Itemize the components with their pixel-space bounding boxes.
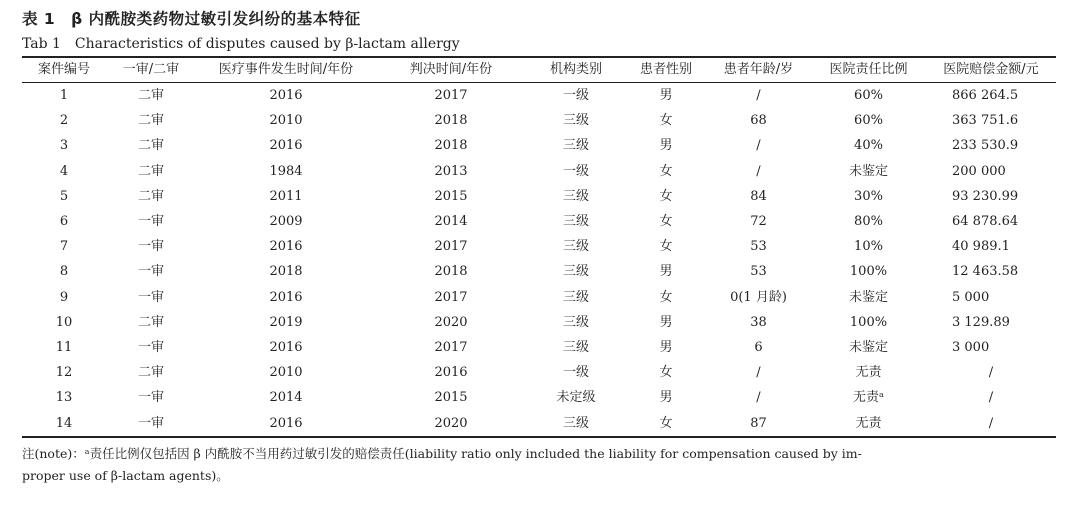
cell-judgment-year: 2014 (434, 214, 468, 230)
table-row (22, 259, 1056, 284)
header-trial-level: 一审/二审 (122, 62, 180, 77)
cell-event-year: 2014 (269, 390, 303, 406)
cell-trial-level: 二审 (137, 163, 164, 179)
cell-trial-level: 二审 (137, 314, 164, 330)
cell-patient-age: 6 (754, 340, 763, 356)
cell-patient-sex: 男 (659, 138, 673, 154)
cell-compensation: / (988, 415, 994, 431)
cell-judgment-year: 2017 (434, 239, 468, 255)
cell-patient-sex: 女 (659, 239, 673, 255)
header-event-year: 医疗事件发生时间/年份 (218, 62, 354, 77)
cell-judgment-year: 2013 (434, 163, 468, 179)
cell-case-number: 6 (59, 214, 69, 230)
cell-trial-level: 二审 (137, 88, 164, 103)
header-institution-level: 机构类别 (549, 62, 602, 77)
cell-patient-age: / (756, 390, 761, 406)
disputes-table (22, 58, 1056, 82)
cell-judgment-year: 2017 (434, 88, 468, 103)
cell-compensation: 200 000 (952, 163, 1006, 179)
cell-event-year: 2011 (269, 188, 303, 204)
cell-institution-level: 三级 (562, 138, 589, 154)
cell-trial-level: 一审 (137, 390, 164, 406)
cell-compensation: 3 000 (952, 340, 990, 356)
cell-trial-level: 二审 (137, 113, 164, 129)
cell-case-number: 5 (59, 188, 69, 204)
cell-judgment-year: 2018 (434, 138, 468, 154)
table-figure (22, 6, 1056, 487)
cell-liability-ratio: 40% (854, 138, 883, 154)
cell-event-year: 2016 (269, 88, 303, 103)
cell-patient-age: / (756, 88, 761, 103)
cell-liability-ratio: 无责 (855, 415, 882, 431)
cell-case-number: 3 (59, 138, 69, 154)
cell-trial-level: 一审 (137, 264, 164, 280)
table-header-row (22, 58, 1056, 82)
cell-trial-level: 一审 (137, 340, 164, 356)
cell-liability-ratio: 60% (854, 88, 883, 103)
cell-patient-age: 38 (750, 314, 767, 330)
table-row (22, 83, 1056, 108)
cell-compensation: 233 530.9 (952, 138, 1019, 154)
header-compensation: 医院赔偿金额/元 (943, 62, 1039, 77)
cell-institution-level: 三级 (562, 239, 589, 255)
header-patient-age: 患者年龄/岁 (723, 62, 794, 77)
cell-case-number: 2 (59, 113, 69, 129)
cell-case-number: 12 (55, 365, 73, 381)
footnote-line-2: proper use of β-lactam agents)。 (22, 467, 229, 483)
cell-patient-sex: 男 (659, 88, 673, 103)
disputes-table-body (22, 83, 1056, 436)
cell-patient-age: 53 (750, 239, 767, 255)
cell-liability-ratio: 60% (854, 113, 883, 129)
table-row (22, 360, 1056, 385)
cell-institution-level: 未定级 (556, 390, 596, 406)
header-patient-sex: 患者性别 (639, 62, 692, 77)
cell-judgment-year: 2016 (434, 365, 468, 381)
cell-case-number: 10 (55, 314, 73, 330)
cell-liability-ratio: 30% (854, 188, 883, 204)
cell-institution-level: 三级 (562, 264, 589, 280)
cell-event-year: 2016 (269, 239, 303, 255)
table-row (22, 108, 1056, 133)
table-row (22, 133, 1056, 158)
cell-liability-ratio: 10% (854, 239, 883, 255)
cell-judgment-year: 2018 (434, 113, 468, 129)
table-row (22, 285, 1056, 310)
cell-liability-ratio: 无责ᵃ (852, 390, 884, 406)
cell-compensation: / (988, 390, 994, 406)
cell-compensation: 866 264.5 (952, 88, 1019, 103)
cell-judgment-year: 2018 (434, 264, 468, 280)
cell-patient-age: / (756, 163, 761, 179)
cell-liability-ratio: 无责 (855, 365, 882, 381)
cell-trial-level: 二审 (137, 138, 164, 154)
table-row (22, 184, 1056, 209)
cell-case-number: 7 (59, 239, 69, 255)
cell-institution-level: 三级 (562, 415, 589, 431)
cell-institution-level: 三级 (562, 113, 589, 129)
cell-compensation: 40 989.1 (952, 239, 1010, 255)
cell-event-year: 2016 (269, 415, 303, 431)
cell-patient-sex: 女 (659, 214, 673, 230)
cell-case-number: 13 (55, 390, 73, 406)
cell-event-year: 2018 (269, 264, 303, 280)
cell-compensation: 12 463.58 (952, 264, 1019, 280)
cell-trial-level: 一审 (137, 239, 164, 255)
cell-liability-ratio: 100% (849, 264, 888, 280)
table-row (22, 209, 1056, 234)
table-row (22, 385, 1056, 410)
cell-patient-sex: 男 (659, 314, 673, 330)
cell-patient-age: 72 (750, 214, 767, 230)
cell-judgment-year: 2020 (434, 314, 468, 330)
cell-event-year: 2010 (269, 365, 303, 381)
cell-event-year: 2009 (269, 214, 303, 230)
cell-event-year: 2016 (269, 289, 303, 305)
table-title-chinese: 表 1 β 内酰胺类药物过敏引发纠纷的基本特征 (22, 10, 361, 28)
cell-patient-age: 84 (750, 188, 767, 204)
cell-case-number: 8 (59, 264, 69, 280)
table-footnote (22, 443, 1052, 487)
cell-patient-age: 68 (750, 113, 767, 129)
cell-judgment-year: 2015 (434, 390, 468, 406)
cell-trial-level: 二审 (137, 365, 164, 381)
header-judgment-year: 判决时间/年份 (409, 62, 493, 77)
cell-patient-age: / (756, 138, 761, 154)
cell-case-number: 1 (59, 88, 69, 103)
cell-trial-level: 一审 (137, 289, 164, 305)
cell-liability-ratio: 未鉴定 (848, 289, 888, 305)
cell-case-number: 11 (55, 340, 73, 356)
cell-institution-level: 三级 (562, 340, 589, 356)
cell-compensation: 3 129.89 (952, 314, 1010, 330)
cell-patient-sex: 女 (659, 113, 673, 129)
cell-patient-sex: 女 (659, 415, 673, 431)
cell-case-number: 14 (55, 415, 73, 431)
header-liability-ratio: 医院责任比例 (829, 62, 908, 77)
cell-institution-level: 一级 (562, 163, 589, 179)
cell-event-year: 2010 (269, 113, 303, 129)
cell-patient-sex: 女 (659, 163, 673, 179)
cell-compensation: 93 230.99 (952, 188, 1019, 204)
table-title-english: Tab 1 Characteristics of disputes caused by β-lactam allergy (22, 36, 460, 52)
footnote-line-1: 注(note)：ᵃ责任比例仅包括因 β 内酰胺不当用药过敏引发的赔偿责任(liability ratio only included the liability for compensation caused by im- (22, 445, 862, 461)
table-row (22, 310, 1056, 335)
cell-patient-sex: 女 (659, 188, 673, 204)
cell-patient-age: 87 (750, 415, 767, 431)
cell-event-year: 1984 (269, 163, 303, 179)
cell-case-number: 4 (59, 163, 69, 179)
cell-liability-ratio: 未鉴定 (848, 340, 888, 356)
cell-patient-sex: 男 (659, 340, 673, 356)
cell-liability-ratio: 100% (849, 314, 888, 330)
cell-institution-level: 一级 (562, 88, 589, 103)
cell-institution-level: 三级 (562, 214, 589, 230)
table-row (22, 159, 1056, 184)
cell-institution-level: 三级 (562, 188, 589, 204)
header-case-number: 案件编号 (37, 62, 90, 77)
cell-compensation: 5 000 (952, 289, 990, 305)
table-row (22, 335, 1056, 360)
cell-judgment-year: 2017 (434, 289, 468, 305)
cell-liability-ratio: 80% (854, 214, 883, 230)
cell-patient-age: 53 (750, 264, 767, 280)
cell-compensation: 363 751.6 (952, 113, 1019, 129)
cell-patient-sex: 女 (659, 289, 673, 305)
cell-liability-ratio: 未鉴定 (848, 163, 888, 179)
cell-case-number: 9 (59, 289, 69, 305)
cell-event-year: 2016 (269, 340, 303, 356)
cell-judgment-year: 2020 (434, 415, 468, 431)
table-row (22, 411, 1056, 436)
table-bottom-rule (22, 436, 1056, 438)
cell-trial-level: 一审 (137, 214, 164, 230)
cell-event-year: 2019 (269, 314, 303, 330)
cell-compensation: 64 878.64 (952, 214, 1019, 230)
cell-compensation: / (988, 365, 994, 381)
cell-judgment-year: 2017 (434, 340, 468, 356)
cell-institution-level: 三级 (562, 289, 589, 305)
cell-trial-level: 二审 (137, 188, 164, 204)
cell-patient-sex: 男 (659, 264, 673, 280)
cell-institution-level: 一级 (562, 365, 589, 381)
cell-trial-level: 一审 (137, 415, 164, 431)
table-row (22, 234, 1056, 259)
cell-patient-sex: 女 (659, 365, 673, 381)
cell-event-year: 2016 (269, 138, 303, 154)
cell-patient-sex: 男 (659, 390, 673, 406)
cell-patient-age: 0(1 月龄) (730, 289, 787, 305)
cell-judgment-year: 2015 (434, 188, 468, 204)
cell-institution-level: 三级 (562, 314, 589, 330)
cell-patient-age: / (756, 365, 761, 381)
